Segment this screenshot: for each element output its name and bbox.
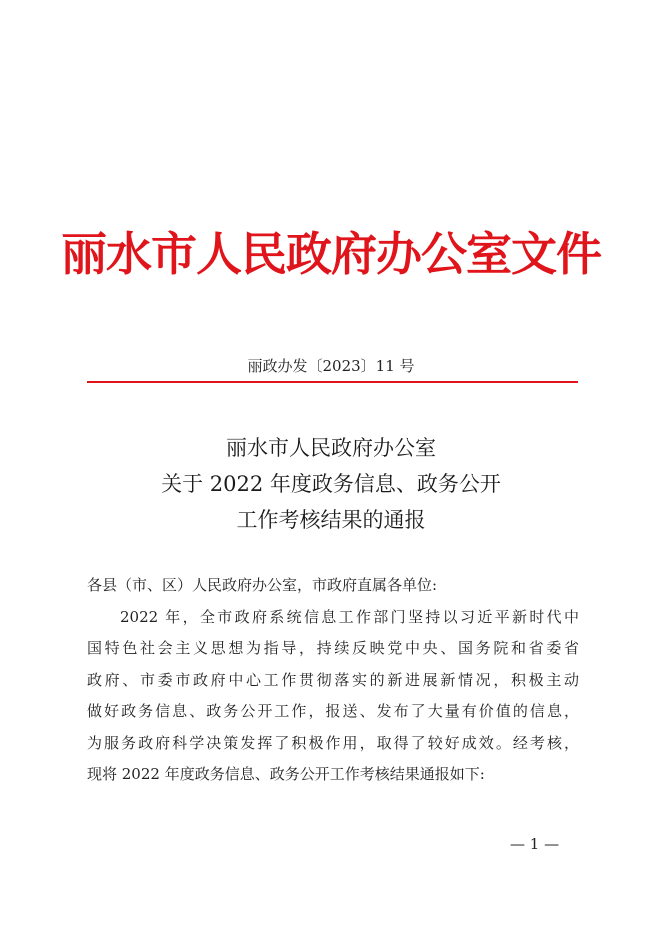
paragraph-line-6: 现将 2022 年度政务信息、政务公开工作考核结果通报如下: [87, 765, 485, 783]
title-line-3: 工作考核结果的通报 [236, 508, 426, 532]
paragraph-line-1: 2022 年，全市政府系统信息工作部门坚持以习近平新时代中 [120, 607, 579, 626]
title-line-1: 丽水市人民政府办公室 [226, 436, 436, 460]
body-paragraph [87, 602, 579, 791]
document-title [0, 430, 662, 538]
paragraph-line-5: 为服务政府科学决策发挥了积极作用，取得了较好成效。经考核， [87, 733, 579, 752]
paragraph-line-2: 国特色社会主义思想为指导，持续反映党中央、国务院和省委省 [87, 639, 579, 657]
paragraph-line-4: 做好政务信息、政务公开工作，报送、发布了大量有价值的信息， [87, 702, 579, 720]
document-body [87, 570, 579, 791]
salutation: 各县（市、区）人民政府办公室，市政府直属各单位: [87, 576, 438, 594]
document-number: 丽政办发〔2023〕11 号 [247, 357, 415, 375]
page-number: — 1 — [510, 835, 560, 853]
red-separator-line [87, 381, 578, 383]
paragraph-line-3: 政府、市委市政府中心工作贯彻落实的新进展新情况，积极主动 [87, 670, 579, 689]
title-line-2: 关于 2022 年度政务信息、政务公开 [161, 472, 501, 496]
document-masthead: 丽水市人民政府办公室文件 [61, 227, 601, 281]
